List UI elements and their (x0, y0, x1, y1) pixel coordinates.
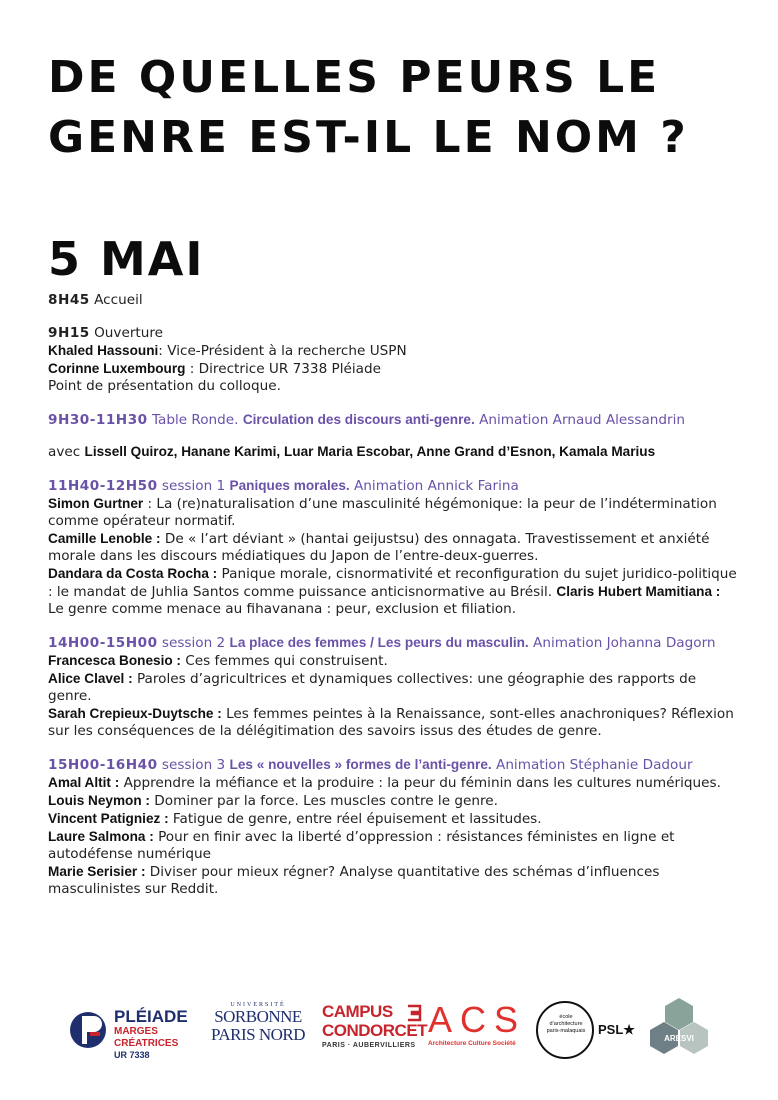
talk-speaker: Sarah Crepieux-Duytsche : (48, 706, 222, 721)
talk (48, 652, 738, 670)
talk (48, 495, 738, 530)
ouverture-block (48, 325, 738, 395)
talk (48, 670, 738, 705)
sorbonne-line-2: PARIS NORD (210, 1025, 306, 1044)
talk-speaker: Camille Lenoble : (48, 531, 161, 546)
talk-speaker: Alice Clavel : (48, 671, 133, 686)
speaker-name: Khaled Hassouni (48, 343, 159, 358)
talk-title: Diviser pour mieux régner? Analyse quantitative des schémas d’influences masculinistes sur Reddit. (48, 864, 660, 897)
session-1-animation: Animation Annick Farina (354, 478, 519, 494)
speaker-line (48, 360, 738, 378)
session-1-block (48, 477, 738, 618)
ensa-text: école d’architecture paris-malaquais (546, 1014, 586, 1034)
talk-title: : La (re)naturalisation d’une masculinité hégémonique: la peur de l’indétermination comme opérateur normatif. (48, 496, 717, 529)
participants-line (48, 443, 738, 461)
campus-line-1: CAMPUS (322, 1002, 393, 1021)
session-3-block (48, 756, 738, 898)
sorbonne-line-1: SORBONNE (214, 1007, 302, 1026)
aresvi-text: ARESVI (664, 1034, 694, 1043)
pleiade-mark-icon (68, 1010, 108, 1050)
session-1-kind: session 1 (161, 478, 226, 494)
talk (48, 530, 738, 565)
session-2-time: 14H00-15H00 (48, 635, 158, 651)
talk (48, 810, 738, 828)
session-2-animation: Animation Johanna Dagorn (533, 635, 716, 651)
campus-line-3: PARIS · AUBERVILLIERS (322, 1042, 416, 1049)
session-3-theme: Les « nouvelles » formes de l’anti-genre. (229, 757, 492, 772)
pleiade-logo (60, 996, 200, 1064)
talk-speaker: Amal Altit : (48, 775, 120, 790)
campus-mark-icon (406, 1004, 422, 1022)
aresvi-logo (650, 996, 710, 1064)
talk (48, 705, 738, 740)
ouverture-label: Ouverture (94, 325, 164, 341)
session-1-time: 11H40-12H50 (48, 478, 158, 494)
campus-condorcet-logo (322, 996, 428, 1064)
table-ronde-block (48, 411, 738, 461)
talk (48, 565, 738, 618)
accueil-time: 8H45 (48, 292, 90, 308)
talk (48, 792, 738, 810)
session-2-theme: La place des femmes / Les peurs du masculin. (229, 635, 529, 650)
ouverture-time: 9H15 (48, 325, 90, 341)
psl-logo (598, 1022, 648, 1090)
talk-speaker: Laure Salmona : (48, 829, 154, 844)
speaker-name: Corinne Luxembourg (48, 361, 186, 376)
pleiade-name: PLÉIADE (114, 1007, 188, 1026)
sorbonne-top: UNIVERSITÉ (230, 1002, 286, 1008)
event-date: 5 MAI (48, 232, 205, 286)
talk-title: Les femmes peintes à la Renaissance, sont-elles anachroniques? Réflexion sur les conséquences de la délégitimation des savoirs issus des études de genre. (48, 706, 734, 739)
talk-title: Fatigue de genre, entre réel épuisement et lassitudes. (168, 811, 542, 827)
table-ronde-animation: Animation Arnaud Alessandrin (479, 412, 686, 428)
session-3-kind: session 3 (161, 757, 226, 773)
psl-text: PSL★ (598, 1022, 635, 1037)
talk-speaker: Dandara da Costa Rocha : (48, 566, 218, 581)
talk-speaker: Francesca Bonesio : (48, 653, 181, 668)
table-ronde-time: 9H30-11H30 (48, 412, 148, 428)
table-ronde-theme: Circulation des discours anti-genre. (242, 412, 475, 427)
acs-mark: ACS (428, 999, 527, 1040)
talk-title: Le genre comme menace au fihavanana : peur, exclusion et filiation. (48, 601, 517, 617)
acs-logo (428, 996, 528, 1064)
session-3-time: 15H00-16H40 (48, 757, 158, 773)
sorbonne-paris-nord-logo (208, 996, 308, 1064)
talk-speaker: Marie Serisier : (48, 864, 146, 879)
talk-title: Dominer par la force. Les muscles contre le genre. (149, 793, 498, 809)
talk-speaker: Claris Hubert Mamitiana : (556, 584, 721, 599)
speaker-line (48, 342, 738, 360)
session-2-kind: session 2 (161, 635, 226, 651)
talk-title: De « l’art déviant » (hantai geijustsu) des onnagata. Travestissement et anxiété morale dans les discours médiatiques du Japon de l’entre-deux-guerres. (48, 531, 710, 564)
talk-title: Paroles d’agricultrices et dynamiques collectives: une géographie des rapports de genre. (48, 671, 697, 704)
program (48, 292, 738, 914)
talk (48, 828, 738, 863)
aresvi-hexagon-icon (650, 996, 708, 1064)
table-ronde-kind: Table Ronde. (151, 412, 239, 428)
participants-list: Lissell Quiroz, Hanane Karimi, Luar Maria Escobar, Anne Grand d’Esnon, Kamala Marius (84, 444, 656, 459)
talk-title: Apprendre la méfiance et la produire : la peur du féminin dans les cultures numériques. (119, 775, 721, 791)
accueil-block (48, 292, 738, 309)
talk-speaker: Simon Gurtner (48, 496, 144, 511)
ouverture-note: Point de présentation du colloque. (48, 378, 281, 394)
speaker-role: : Vice-Président à la recherche USPN (158, 343, 407, 359)
session-3-animation: Animation Stéphanie Dadour (496, 757, 693, 773)
accueil-label: Accueil (94, 292, 143, 308)
talk-speaker: Louis Neymon : (48, 793, 150, 808)
pleiade-subtitle: MARGES CRÉATRICES (114, 1026, 179, 1049)
talk-title: Pour en finir avec la liberté d’oppression : résistances féministes en ligne et autodéfense numérique (48, 829, 675, 862)
ensa-malaquais-logo (534, 996, 600, 1064)
campus-line-2: CONDORCET (322, 1021, 428, 1040)
acs-subtitle: Architecture Culture Société (428, 1040, 516, 1047)
talk (48, 863, 738, 898)
talk-title: Panique morale, cisnormativité et reconfiguration du sujet juridico-politique : le mandat de Juhlia Santos comme puissance anticisnormative au Brésil. (48, 566, 737, 600)
page-title: DE QUELLES PEURS LE GENRE EST-IL LE NOM ? (48, 52, 689, 163)
talk-title: Ces femmes qui construisent. (180, 653, 388, 669)
talk-speaker: Vincent Patigniez : (48, 811, 169, 826)
pleiade-ur: UR 7338 (114, 1050, 150, 1060)
session-1-theme: Paniques morales. (229, 478, 350, 493)
avec-label: avec (48, 444, 81, 460)
talk (48, 774, 738, 792)
partner-logos (60, 996, 740, 1064)
speaker-role: : Directrice UR 7338 Pléiade (185, 361, 381, 377)
session-2-block (48, 634, 738, 740)
